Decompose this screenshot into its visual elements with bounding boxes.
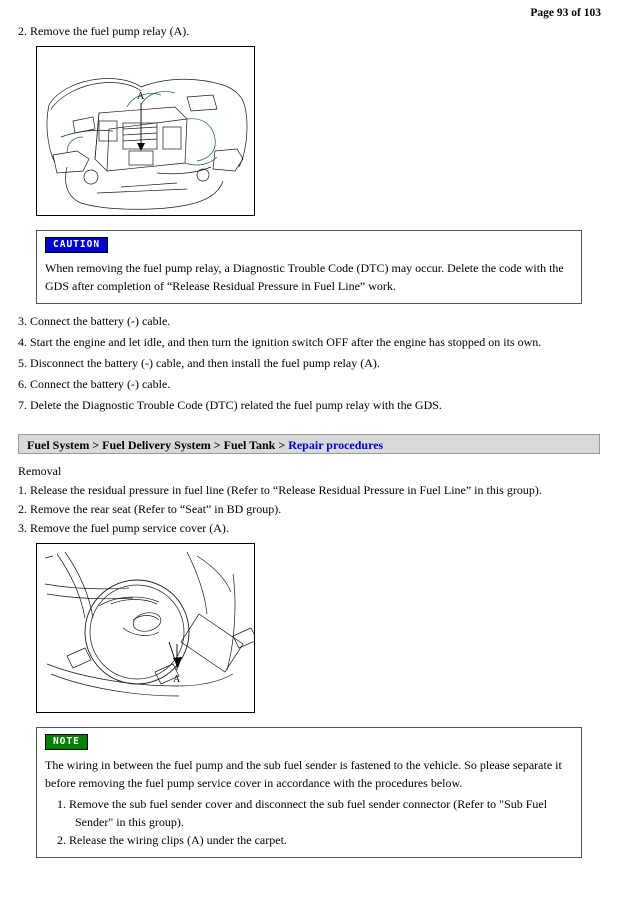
breadcrumb	[18, 434, 600, 454]
step-number: 3.	[18, 314, 27, 328]
step-text: Remove the rear seat (Refer to “Seat” in BD group).	[30, 502, 282, 516]
step-number: 6.	[18, 377, 27, 391]
step-number: 2.	[18, 24, 27, 38]
step-text: Start the engine and let idle, and then turn the ignition switch OFF after the engine has stopped on its own.	[30, 335, 542, 349]
step-number: 7.	[18, 398, 27, 412]
step-line	[18, 482, 600, 499]
step-text: Disconnect the battery (-) cable, and then install the fuel pump relay (A).	[30, 356, 380, 370]
figure-fuel-pump-service-cover	[36, 543, 255, 713]
list-item-text: Release the wiring clips (A) under the carpet.	[69, 833, 287, 847]
removal-steps-list	[18, 482, 600, 537]
step-text: Connect the battery (-) cable.	[30, 314, 171, 328]
fuel-tank-illustration	[37, 544, 254, 712]
step-line	[18, 23, 600, 40]
section-title: Removal	[18, 464, 62, 478]
figure-engine-bay	[36, 46, 255, 216]
step-line	[18, 313, 600, 330]
step-number: 5.	[18, 356, 27, 370]
list-item-number: 2.	[57, 833, 66, 847]
caution-text: When removing the fuel pump relay, a Diagnostic Trouble Code (DTC) may occur. Delete the code with the GDS after completion of “Release Residual Pressure in Fuel Line” work.	[45, 261, 564, 293]
step-line	[18, 376, 600, 393]
step-line	[18, 355, 600, 372]
figure-callout-label: A	[137, 91, 145, 102]
breadcrumb-path: Fuel System > Fuel Delivery System > Fuel Tank >	[27, 438, 289, 452]
caution-badge: CAUTION	[45, 237, 108, 253]
step-line	[18, 397, 600, 414]
step-text: Remove the fuel pump relay (A).	[30, 24, 190, 38]
list-item	[57, 795, 573, 831]
engine-bay-illustration	[37, 47, 254, 215]
breadcrumb-current: Repair procedures	[288, 438, 384, 452]
step-line	[18, 334, 600, 351]
step-text: Connect the battery (-) cable.	[30, 377, 171, 391]
step-number: 4.	[18, 335, 27, 349]
figure-callout-label: A	[173, 674, 181, 685]
note-text: The wiring in between the fuel pump and the sub fuel sender is fastened to the vehicle. So please separate it before removing the fuel pump service cover in accordance with the procedures below.	[45, 758, 562, 790]
step-number: 1.	[18, 483, 27, 497]
note-box	[36, 727, 582, 858]
mid-steps-list	[18, 313, 600, 414]
page-content	[0, 23, 618, 858]
list-item-text: Remove the sub fuel sender cover and disconnect the sub fuel sender connector (Refer to "Sub Fuel Sender" in this group).	[69, 797, 548, 829]
step-line	[18, 501, 600, 518]
step-text: Delete the Diagnostic Trouble Code (DTC) related the fuel pump relay with the GDS.	[30, 398, 442, 412]
step-line	[18, 520, 600, 537]
caution-box	[36, 230, 582, 304]
note-sub-steps	[45, 795, 573, 849]
list-item-number: 1.	[57, 797, 66, 811]
list-item	[57, 831, 573, 849]
note-badge: NOTE	[45, 734, 88, 750]
step-number: 3.	[18, 521, 27, 535]
page-number-header: Page 93 of 103	[530, 7, 601, 19]
step-number: 2.	[18, 502, 27, 516]
step-text: Remove the fuel pump service cover (A).	[30, 521, 229, 535]
step-text: Release the residual pressure in fuel line (Refer to “Release Residual Pressure in Fuel Line” in this group).	[30, 483, 542, 497]
